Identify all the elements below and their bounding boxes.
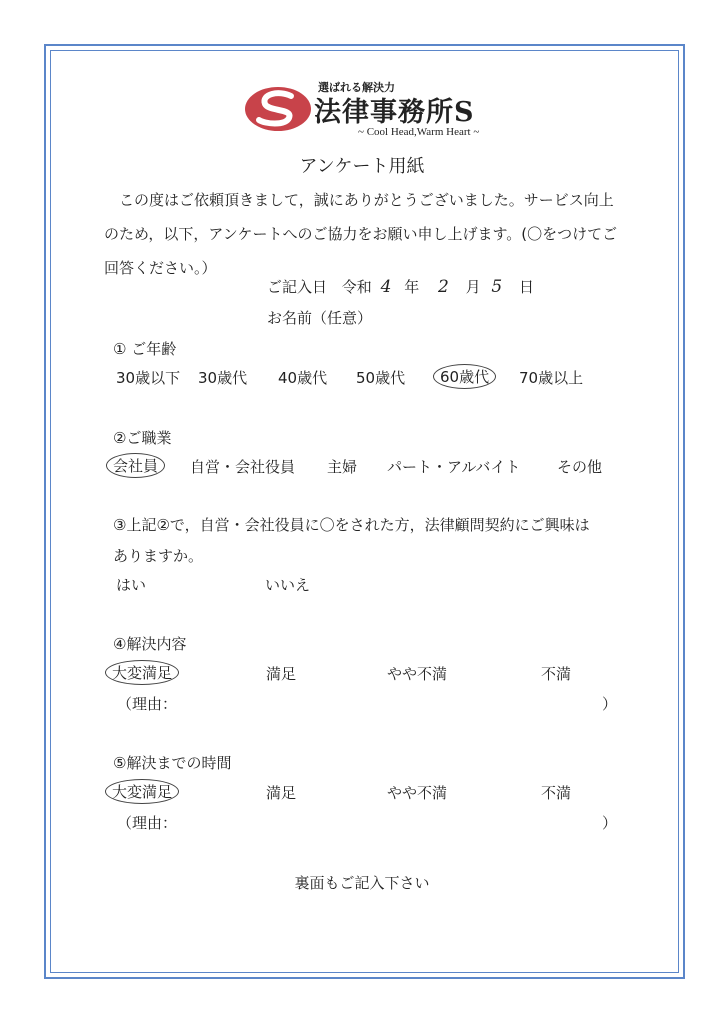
- date-year-unit: 年: [404, 278, 420, 296]
- date-year[interactable]: 4: [380, 277, 392, 297]
- q2-selected-circle: 会社員: [106, 453, 165, 478]
- q2-option-0-selected[interactable]: [114, 456, 157, 475]
- q5-option-1[interactable]: 満足: [266, 784, 297, 802]
- q4-option-3[interactable]: 不満: [541, 665, 572, 683]
- q4-label: ④解決内容: [113, 635, 187, 653]
- q5-option-0-selected[interactable]: [113, 782, 171, 801]
- date-day-unit: 日: [519, 278, 535, 296]
- date-era: 令和: [341, 278, 372, 296]
- form-title: アンケート用紙: [299, 156, 425, 177]
- date-label: ご記入日: [267, 278, 328, 296]
- q3-label-line2: ありますか。: [113, 547, 204, 565]
- q5-reason-label: （理由：: [117, 814, 178, 832]
- logo-name: 法律事務所S: [314, 97, 475, 128]
- q1-option-3[interactable]: 50歳代: [356, 369, 406, 387]
- q3-option-no[interactable]: いいえ: [265, 576, 311, 594]
- date-month-unit: 月: [465, 278, 481, 296]
- footer-note: 裏面もご記入下さい: [294, 874, 430, 892]
- q1-label: ① ご年齢: [113, 340, 177, 358]
- q5-option-2[interactable]: やや不満: [387, 784, 448, 802]
- q2-label: ②ご職業: [113, 429, 172, 447]
- q1-option-1[interactable]: 30歳代: [198, 369, 248, 387]
- q1-option-0[interactable]: 30歳以下: [116, 369, 181, 387]
- q2-option-1[interactable]: 自営・会社役員: [190, 458, 296, 476]
- q2-option-3[interactable]: パート・アルバイト: [387, 458, 521, 476]
- intro-text: [104, 183, 624, 285]
- q4-option-1[interactable]: 満足: [266, 665, 297, 683]
- q3-label-line1: ③上記②で，自営・会社役員に〇をされた方，法律顧問契約にご興味は: [113, 516, 590, 534]
- q1-option-2[interactable]: 40歳代: [278, 369, 328, 387]
- q1-selected-circle: 60歳代: [433, 364, 496, 389]
- q5-reason-close: ）: [602, 814, 618, 832]
- logo-tagline: 選ばれる解決力: [318, 81, 395, 94]
- q5-option-3[interactable]: 不満: [541, 784, 572, 802]
- q5-selected-circle: 大変満足: [105, 779, 179, 804]
- s-swoosh-logo-icon: [243, 84, 313, 134]
- q4-reason-close: ）: [602, 695, 618, 713]
- intro-paragraph: この度はご依頼頂きまして，誠にありがとうございました。サービス向上のため，以下，アンケートへのご協力をお願い申し上げます。(〇をつけてご回答ください。）: [104, 191, 618, 277]
- q1-option-5[interactable]: 70歳以上: [519, 369, 584, 387]
- date-month[interactable]: 2: [438, 277, 449, 297]
- q4-selected-circle: 大変満足: [105, 660, 179, 685]
- q5-label: ⑤解決までの時間: [113, 754, 232, 772]
- q2-option-4[interactable]: その他: [557, 458, 603, 476]
- q2-option-2[interactable]: 主婦: [327, 458, 358, 476]
- date-day[interactable]: 5: [491, 277, 503, 297]
- date-line: [267, 276, 534, 297]
- logo-subtitle: ~ Cool Head,Warm Heart ~: [358, 126, 480, 138]
- q4-reason-label: （理由：: [117, 695, 178, 713]
- q4-option-0-selected[interactable]: [113, 663, 171, 682]
- name-field-label: お名前（任意）: [267, 309, 373, 327]
- q1-option-4-selected[interactable]: [441, 367, 488, 386]
- q4-option-2[interactable]: やや不満: [387, 665, 448, 683]
- q3-option-yes[interactable]: はい: [116, 576, 147, 594]
